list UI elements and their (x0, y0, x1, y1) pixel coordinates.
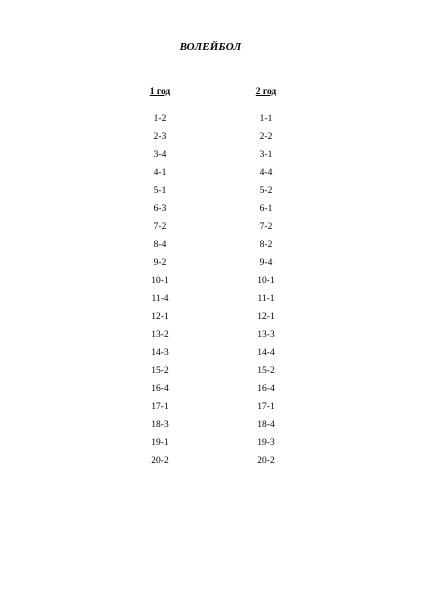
list-item: 5-1 (153, 186, 167, 196)
list-item: 3-4 (153, 150, 167, 160)
list-item: 5-2 (259, 186, 273, 196)
list-item: 3-1 (259, 150, 273, 160)
list-item: 9-4 (259, 258, 273, 268)
column-year-2 (236, 86, 296, 466)
list-item: 2-2 (259, 132, 273, 142)
list-item: 11-4 (151, 294, 169, 304)
list-item: 17-1 (151, 402, 169, 412)
list-item: 8-2 (259, 240, 273, 250)
list-item: 1-1 (259, 114, 273, 124)
list-item: 13-2 (151, 330, 169, 340)
list-item: 8-4 (153, 240, 167, 250)
list-item: 20-2 (151, 456, 169, 466)
list-item: 13-3 (257, 330, 275, 340)
list-item: 6-1 (259, 204, 273, 214)
list-item: 12-1 (151, 312, 169, 322)
list-item: 20-2 (257, 456, 275, 466)
list-item: 1-2 (153, 114, 167, 124)
list-item: 17-1 (257, 402, 275, 412)
list-item: 19-3 (257, 438, 275, 448)
list-item: 10-1 (151, 276, 169, 286)
list-item: 15-2 (151, 366, 169, 376)
column-header-year-1: 1 год (149, 87, 171, 97)
list-item: 15-2 (257, 366, 275, 376)
list-item: 14-3 (151, 348, 169, 358)
list-item: 10-1 (257, 276, 275, 286)
list-item: 4-4 (259, 168, 273, 178)
list-item: 18-4 (257, 420, 275, 430)
list-item: 4-1 (153, 168, 167, 178)
list-item: 14-4 (257, 348, 275, 358)
list-item: 12-1 (257, 312, 275, 322)
list-item: 7-2 (153, 222, 167, 232)
column-list-year-2 (236, 110, 296, 470)
list-item: 2-3 (153, 132, 167, 142)
list-item: 6-3 (153, 204, 167, 214)
list-item: 9-2 (153, 258, 167, 268)
column-list-year-1 (130, 110, 190, 470)
document-title: ВОЛЕЙБОЛ (179, 41, 242, 53)
column-header-year-2: 2 год (255, 87, 277, 97)
list-item: 7-2 (259, 222, 273, 232)
column-year-1 (130, 86, 190, 466)
list-item: 16-4 (151, 384, 169, 394)
list-item: 11-1 (257, 294, 275, 304)
list-item: 16-4 (257, 384, 275, 394)
list-item: 18-3 (151, 420, 169, 430)
list-item: 19-1 (151, 438, 169, 448)
